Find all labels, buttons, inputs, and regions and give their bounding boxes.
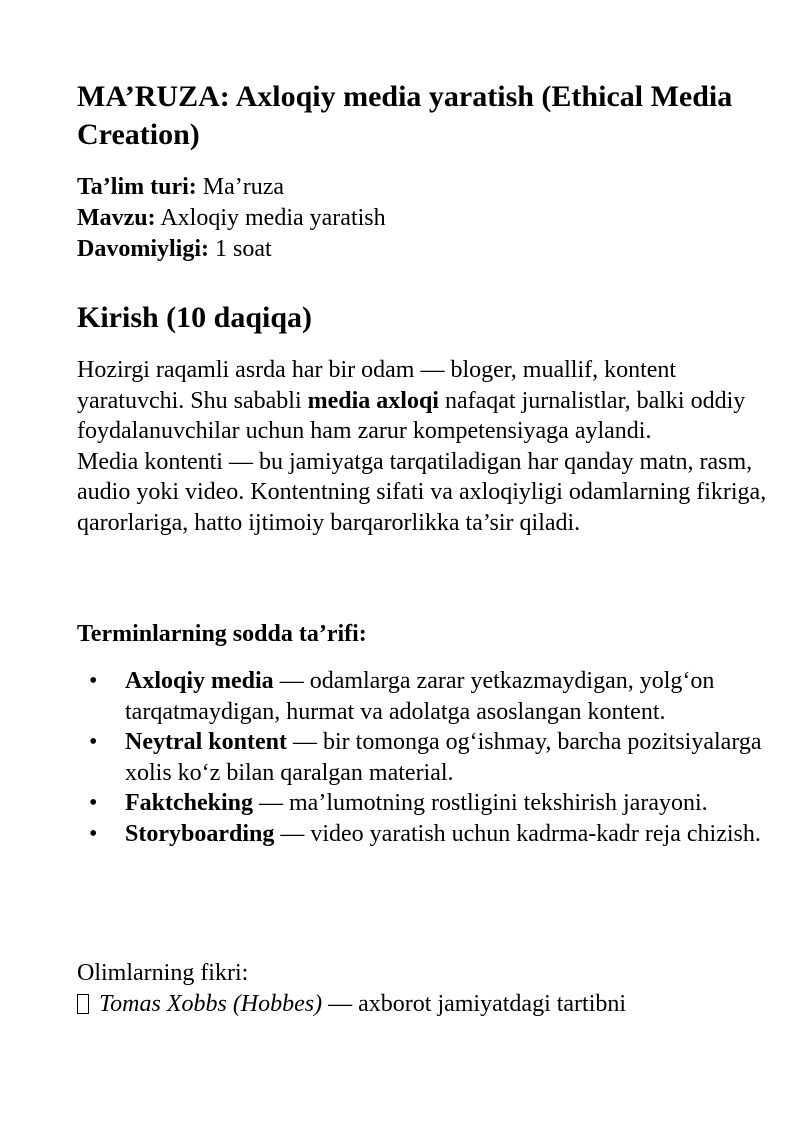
intro-paragraph-1 (77, 355, 767, 447)
meta-label: Ta’lim turi: (77, 174, 197, 200)
term-definition: — ma’lumotning rostligini tekshirish jarayoni. (253, 790, 708, 817)
text-run: nafaqat jurnalistlar, balki oddiy foydalanuvchilar uchun ham zarur kompetensiyaga aylandi. (77, 387, 746, 445)
bullet-icon: • (89, 790, 98, 817)
term-definition: — bir tomonga og‘ishmay, barcha pozitsiyalarga xolis ko‘z bilan qaralgan material. (125, 729, 762, 786)
term-name: Faktcheking (125, 790, 254, 817)
list-item (77, 666, 767, 727)
intro-text (77, 355, 767, 539)
bullet-icon: • (89, 820, 98, 847)
opinions-heading: Olimlarning fikri: (77, 960, 249, 986)
meta-value: Axloqiy media yaratish (155, 205, 386, 231)
meta-row-mavzu (77, 203, 757, 234)
bullet-icon: • (89, 729, 98, 756)
list-item (77, 727, 767, 788)
opinion-text: — axborot jamiyatdagi tartibni (322, 991, 627, 1017)
term-name: Storyboarding (125, 820, 275, 847)
intro-paragraph-2: Media kontenti — bu jamiyatga tarqatiladigan har qanday matn, rasm, audio yoki video. Kontentning sifati va axloqiyligi odamlarning fikriga, qarorlariga, hatto ijtimoiy barqarorlikka ta’sir qiladi. (77, 448, 767, 536)
term-definition: — odamlarga zarar yetkazmaydigan, yolg‘on tarqatmaydigan, hurmat va adolatga asoslangan kontent. (125, 668, 715, 725)
term-name: Axloqiy media (125, 668, 274, 694)
list-item (77, 819, 767, 850)
term-definition: — video yaratish uchun kadrma-kadr reja chizish. (274, 820, 761, 847)
list-item (77, 788, 767, 819)
lecture-meta (77, 172, 757, 265)
meta-label: Mavzu: (77, 205, 156, 231)
meta-label: Davomiyligi: (77, 236, 209, 262)
meta-row-talim (77, 172, 757, 203)
scholar-name: Tomas Xobbs (Hobbes) (99, 991, 323, 1017)
missing-glyph-icon (77, 994, 89, 1014)
bold-term: media axloqi (307, 387, 439, 414)
meta-value: Ma’ruza (196, 174, 285, 200)
terms-list (77, 666, 767, 850)
bullet-icon: • (89, 668, 98, 694)
page-title: MA’RUZA: Axloqiy media yaratish (Ethical Media Creation) (77, 80, 733, 151)
terms-heading: Terminlarning sodda ta’rifi: (77, 621, 367, 647)
text-run: Hozirgi raqamli asrda har bir odam — bloger, muallif, kontent yaratuvchi. Shu sababli (77, 357, 677, 414)
opinion-line (77, 989, 767, 1020)
scholars-opinions (77, 958, 767, 1020)
meta-value: 1 soat (209, 236, 272, 262)
meta-row-davomiyligi (77, 234, 757, 265)
section-heading: Kirish (10 daqiqa) (77, 301, 313, 334)
term-name: Neytral kontent (125, 729, 287, 756)
